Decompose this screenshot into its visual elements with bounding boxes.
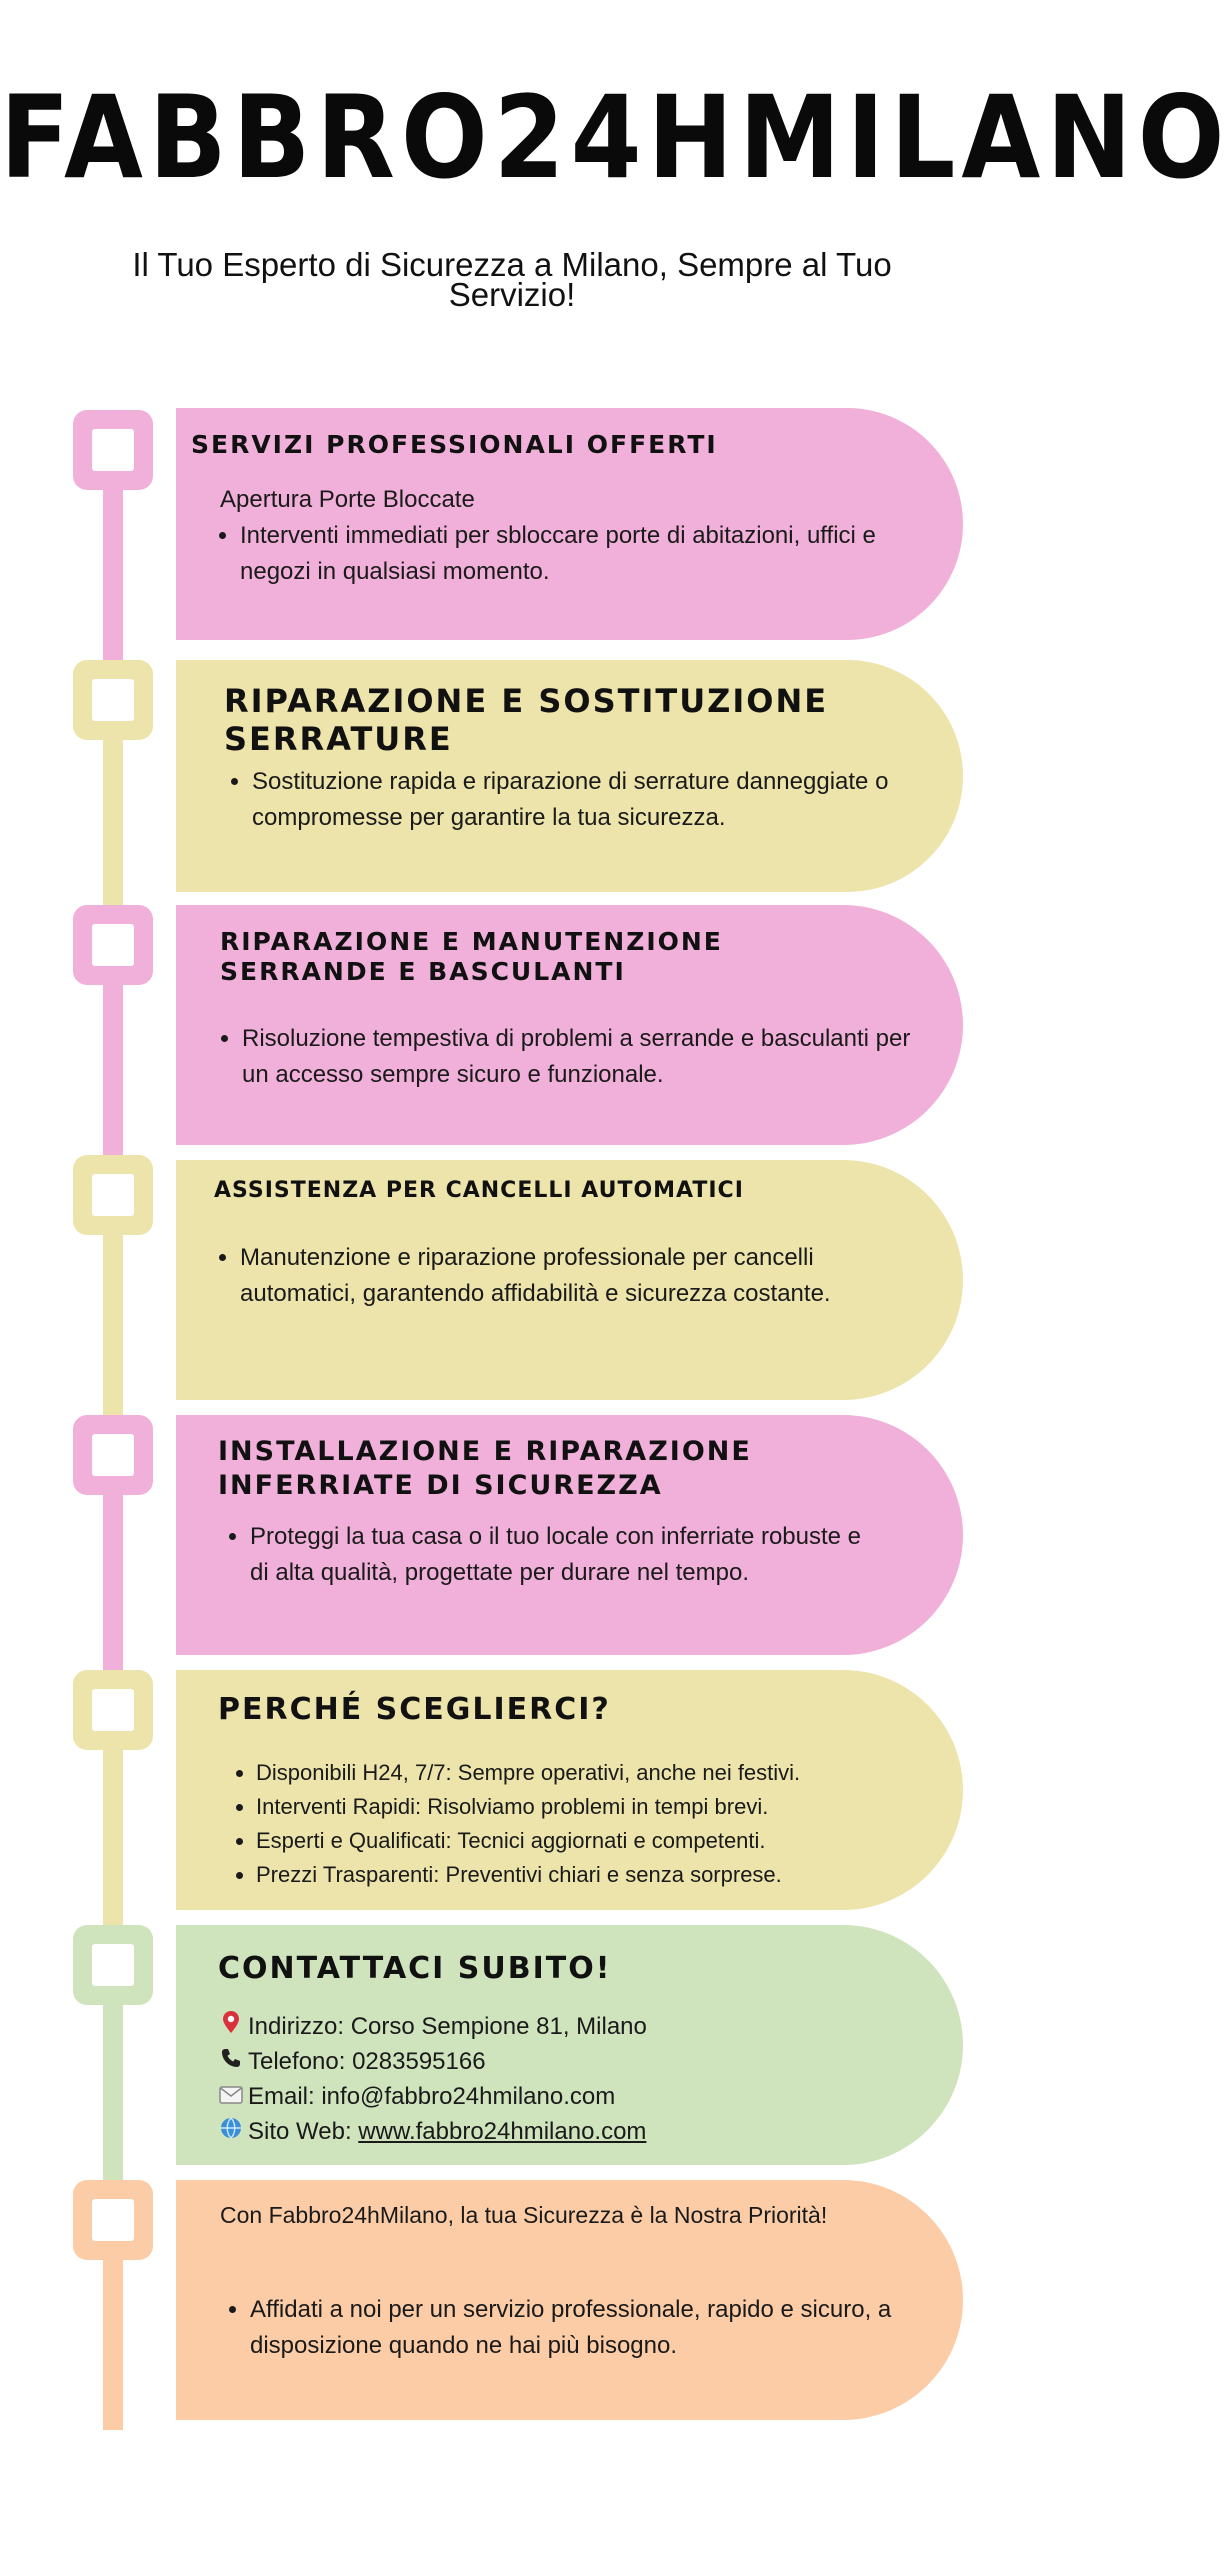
card-serrande-title: RIPARAZIONE E MANUTENZIONE SERRANDE E BASCULANTI xyxy=(220,927,723,986)
list-item: • Proteggi la tua casa o il tuo locale con inferriate robuste e di alta qualità, progettate per durare nel tempo. xyxy=(250,1519,870,1591)
list-item: • Interventi Rapidi: Risolviamo problemi in tempi brevi. xyxy=(256,1790,956,1824)
card-cancelli-title: ASSISTENZA PER CANCELLI AUTOMATICI xyxy=(214,1178,744,1203)
list-item: • Esperti e Qualificati: Tecnici aggiornati e competenti. xyxy=(256,1824,956,1858)
card-priorita-list xyxy=(210,2292,930,2364)
contact-web xyxy=(218,2114,647,2149)
card-servizi xyxy=(176,408,963,640)
page-title: FABBRO24HMILANO xyxy=(0,71,1230,206)
card-perche-title: PERCHÉ SCEGLIERCI? xyxy=(218,1692,611,1727)
phone-icon xyxy=(218,2044,244,2079)
card-inferriate-list xyxy=(210,1519,870,1591)
list-item: • Risoluzione tempestiva di problemi a serrande e basculanti per un accesso sempre sicuro e funzionale. xyxy=(242,1021,942,1093)
card-servizi-subheading: Apertura Porte Bloccate xyxy=(220,486,475,513)
card-inferriate-title: INSTALLAZIONE E RIPARAZIONE INFERRIATE DI SICUREZZA xyxy=(218,1436,752,1501)
timeline-node-6 xyxy=(73,1670,153,1750)
timeline-node-7 xyxy=(73,1925,153,2005)
envelope-icon xyxy=(218,2079,244,2114)
list-item: • Prezzi Trasparenti: Preventivi chiari e senza sorprese. xyxy=(256,1858,956,1892)
timeline-node-3 xyxy=(73,905,153,985)
card-contatti-title: CONTATTACI SUBITO! xyxy=(218,1951,612,1986)
card-priorita-intro: Con Fabbro24hMilano, la tua Sicurezza è la Nostra Priorità! xyxy=(220,2202,828,2228)
timeline-node-1 xyxy=(73,410,153,490)
list-item: • Interventi immediati per sbloccare porte di abitazioni, uffici e negozi in qualsiasi momento. xyxy=(240,518,940,590)
card-inferriate xyxy=(176,1415,963,1655)
list-item: • Affidati a noi per un servizio professionale, rapido e sicuro, a disposizione quando ne hai più bisogno. xyxy=(250,2292,930,2364)
card-serrande-list xyxy=(202,1021,942,1093)
card-serrature xyxy=(176,660,963,892)
contact-web-label: Sito Web: xyxy=(248,2118,359,2145)
card-serrature-title: RIPARAZIONE E SOSTITUZIONE SERRATURE xyxy=(224,682,829,758)
page-subtitle: Il Tuo Esperto di Sicurezza a Milano, Sempre al Tuo Servizio! xyxy=(132,246,892,313)
timeline-node-4 xyxy=(73,1155,153,1235)
pin-icon xyxy=(218,2009,244,2044)
card-cancelli-list xyxy=(200,1240,900,1312)
card-serrature-list xyxy=(212,764,932,836)
timeline-node-8 xyxy=(73,2180,153,2260)
timeline-node-2 xyxy=(73,660,153,740)
contact-email xyxy=(218,2079,647,2114)
contact-phone-text: Telefono: 0283595166 xyxy=(248,2048,486,2075)
contact-address-text: Indirizzo: Corso Sempione 81, Milano xyxy=(248,2013,647,2040)
list-item: • Disponibili H24, 7/7: Sempre operativi, anche nei festivi. xyxy=(256,1756,956,1790)
contact-email-text: Email: info@fabbro24hmilano.com xyxy=(248,2083,616,2110)
card-servizi-title: SERVIZI PROFESSIONALI OFFERTI xyxy=(191,430,718,459)
contact-phone xyxy=(218,2044,647,2079)
list-item: • Manutenzione e riparazione professionale per cancelli automatici, garantendo affidabilità e sicurezza costante. xyxy=(240,1240,900,1312)
card-cancelli xyxy=(176,1160,963,1400)
card-servizi-list xyxy=(200,518,940,590)
contact-address xyxy=(218,2009,647,2044)
list-item: • Sostituzione rapida e riparazione di serrature danneggiate o compromesse per garantire la tua sicurezza. xyxy=(252,764,932,836)
globe-icon xyxy=(218,2114,244,2149)
card-serrande xyxy=(176,905,963,1145)
website-link[interactable]: www.fabbro24hmilano.com xyxy=(358,2118,647,2145)
card-contatti xyxy=(176,1925,963,2165)
timeline-node-5 xyxy=(73,1415,153,1495)
card-perche xyxy=(176,1670,963,1910)
card-perche-list xyxy=(216,1756,956,1892)
card-priorita xyxy=(176,2180,963,2420)
